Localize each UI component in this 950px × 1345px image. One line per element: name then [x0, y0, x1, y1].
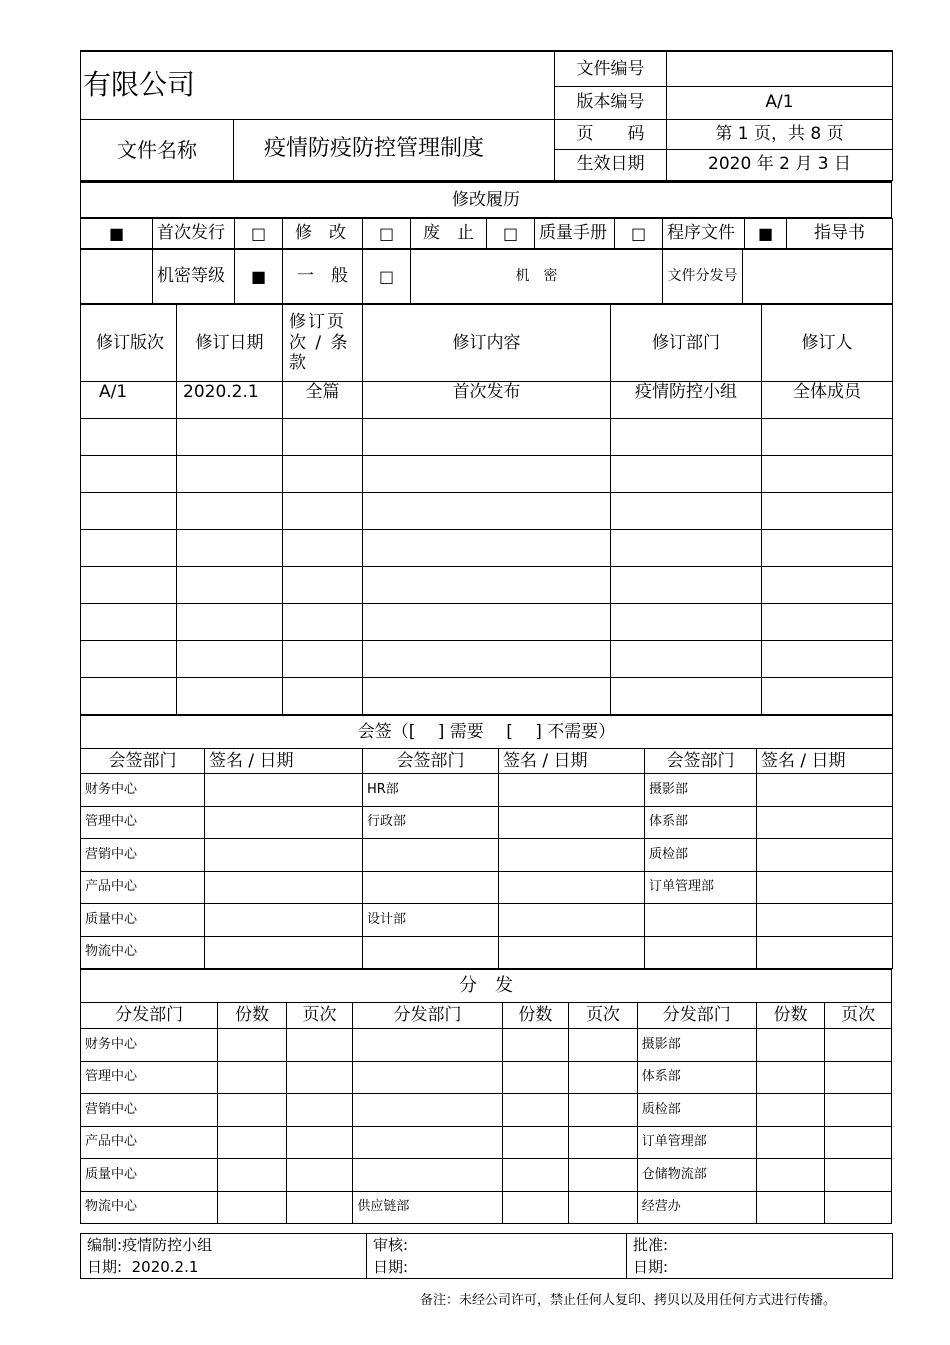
dist-dept-cell: 管理中心 [81, 1061, 218, 1094]
rev-dept-cell [611, 678, 762, 715]
rev-pages-cell [283, 678, 363, 715]
countersign-row [81, 839, 893, 872]
dist-copies-cell[interactable] [502, 1159, 569, 1192]
dist-dept-cell: 质检部 [637, 1094, 756, 1127]
countersign-header-row [81, 749, 893, 774]
cs-dept-cell: 财务中心 [81, 774, 205, 807]
distribution-row [81, 1191, 892, 1224]
rev-pages-cell [283, 641, 363, 678]
countersign-row [81, 806, 893, 839]
type-label-guide: 指导书 [787, 219, 893, 249]
type-label-first-issue: 首次发行 [153, 219, 235, 249]
history-title-table [80, 181, 892, 219]
rev-date-cell [177, 456, 283, 493]
approve-date-label: 日期: [627, 1256, 893, 1279]
dist-pages-cell[interactable] [286, 1126, 353, 1159]
cs-dept-cell: 订单管理部 [645, 871, 757, 904]
rev-version-cell [81, 678, 177, 715]
cs-sign-header: 签名 / 日期 [205, 749, 363, 774]
dist-copies-cell[interactable] [756, 1126, 825, 1159]
cs-dept-cell: 质检部 [645, 839, 757, 872]
distribution-table [80, 969, 892, 1224]
prepared-label: 编制: [87, 1236, 123, 1254]
rev-person-cell [762, 678, 893, 715]
rev-person-cell [762, 604, 893, 641]
revision-row [81, 567, 893, 604]
distribution-row [81, 1126, 892, 1159]
dist-dept-cell: 订单管理部 [637, 1126, 756, 1159]
rev-version-cell [81, 641, 177, 678]
type-label-quality-manual: 质量手册 [535, 219, 615, 249]
version-label: 版本编号 [555, 86, 667, 119]
dist-dept-header: 分发部门 [637, 1003, 756, 1029]
cs-dept-header: 会签部门 [81, 749, 205, 774]
distribution-row [81, 1061, 892, 1094]
dist-copies-cell[interactable] [218, 1029, 287, 1062]
cs-dept-cell [363, 936, 499, 969]
dist-copies-cell[interactable] [756, 1094, 825, 1127]
rev-content-cell [363, 604, 611, 641]
dist-pages-cell[interactable] [569, 1126, 638, 1159]
dist-copies-header: 份数 [502, 1003, 569, 1029]
dist-pages-cell[interactable] [569, 1061, 638, 1094]
prepared-date-label: 日期: [87, 1258, 123, 1276]
type-checkbox-first-issue[interactable]: ■ [81, 219, 153, 249]
dist-dept-cell [353, 1126, 502, 1159]
cs-dept-cell: 质量中心 [81, 904, 205, 937]
cs-sign-cell[interactable] [205, 936, 363, 969]
cs-sign-cell[interactable] [205, 806, 363, 839]
dist-pages-cell[interactable] [286, 1159, 353, 1192]
type-checkbox-abolish[interactable]: □ [363, 219, 411, 249]
secrecy-secret-checkbox[interactable]: □ [363, 250, 411, 304]
dist-dept-cell: 质量中心 [81, 1159, 218, 1192]
secrecy-secret-label: 机 密 [411, 250, 663, 304]
dist-dept-cell: 营销中心 [81, 1094, 218, 1127]
dist-pages-cell[interactable] [286, 1029, 353, 1062]
revision-row [81, 530, 893, 567]
rev-content-cell [363, 530, 611, 567]
rev-person-cell [762, 456, 893, 493]
dist-dept-cell: 物流中心 [81, 1191, 218, 1224]
rev-date-cell [177, 419, 283, 456]
cs-dept-cell: 管理中心 [81, 806, 205, 839]
cs-dept-cell: 物流中心 [81, 936, 205, 969]
review-date-label: 日期: [367, 1256, 627, 1279]
prepared-cell [81, 1234, 367, 1257]
rev-content-cell [363, 567, 611, 604]
dist-dept-cell: 体系部 [637, 1061, 756, 1094]
cs-sign-cell[interactable] [499, 936, 645, 969]
cs-sign-cell[interactable] [499, 839, 645, 872]
rev-pages-cell: 全篇 [283, 382, 363, 419]
countersign-title: 会签（[ ] 需要 [ ] 不需要） [81, 716, 893, 749]
distribution-row [81, 1029, 892, 1062]
header-table [80, 50, 893, 181]
dist-dept-cell: 仓储物流部 [637, 1159, 756, 1192]
secrecy-label: 机密等级 [153, 250, 235, 304]
rev-date-cell [177, 641, 283, 678]
cs-sign-cell[interactable] [499, 904, 645, 937]
rev-date-cell [177, 678, 283, 715]
rev-person-cell: 全体成员 [762, 382, 893, 419]
type-label-revise: 修 改 [283, 219, 363, 249]
type-checkbox-guide[interactable]: ■ [745, 219, 787, 249]
document-sheet [80, 50, 892, 1224]
cs-dept-header: 会签部门 [363, 749, 499, 774]
cs-dept-cell [645, 936, 757, 969]
signoff-table [80, 1233, 893, 1279]
cs-sign-header: 签名 / 日期 [499, 749, 645, 774]
rev-dept-cell [611, 641, 762, 678]
company-name: 有限公司 [81, 51, 555, 119]
rev-person-cell [762, 641, 893, 678]
version-value: A/1 [667, 86, 893, 119]
file-no-label: 文件编号 [555, 51, 667, 86]
cs-dept-cell: 体系部 [645, 806, 757, 839]
dist-dept-header: 分发部门 [353, 1003, 502, 1029]
cs-sign-cell[interactable] [757, 871, 893, 904]
dist-pages-cell[interactable] [825, 1126, 892, 1159]
revision-row [81, 604, 893, 641]
dist-copies-cell[interactable] [502, 1061, 569, 1094]
rev-col-date: 修订日期 [177, 305, 283, 382]
rev-version-cell [81, 530, 177, 567]
cs-sign-cell[interactable] [757, 806, 893, 839]
cs-sign-cell[interactable] [757, 936, 893, 969]
rev-col-pages: 修订页次 / 条款 [283, 305, 363, 382]
rev-version-cell [81, 493, 177, 530]
rev-version-cell [81, 604, 177, 641]
rev-content-cell [363, 493, 611, 530]
rev-date-cell [177, 530, 283, 567]
revision-table [80, 304, 893, 715]
dist-copies-header: 份数 [756, 1003, 825, 1029]
cs-dept-cell: 行政部 [363, 806, 499, 839]
type-checkbox-procedure[interactable]: □ [615, 219, 663, 249]
dist-copies-cell[interactable] [502, 1094, 569, 1127]
cs-dept-cell: HR部 [363, 774, 499, 807]
rev-dept-cell [611, 456, 762, 493]
dist-pages-cell[interactable] [569, 1094, 638, 1127]
cs-sign-cell[interactable] [757, 904, 893, 937]
signoff-block [80, 1233, 892, 1279]
dist-copies-cell[interactable] [502, 1191, 569, 1224]
countersign-row [81, 774, 893, 807]
revision-row [81, 493, 893, 530]
cs-sign-header: 签名 / 日期 [757, 749, 893, 774]
cs-dept-cell [645, 904, 757, 937]
dist-copies-cell[interactable] [502, 1126, 569, 1159]
cs-dept-cell: 摄影部 [645, 774, 757, 807]
rev-date-cell [177, 567, 283, 604]
dist-pages-cell[interactable] [569, 1029, 638, 1062]
prepared-value: 疫情防控小组 [122, 1236, 213, 1254]
file-no-value [667, 51, 893, 86]
dist-dept-cell: 产品中心 [81, 1126, 218, 1159]
cs-sign-cell[interactable] [205, 904, 363, 937]
dist-pages-cell[interactable] [569, 1159, 638, 1192]
type-checkbox-revise[interactable]: □ [235, 219, 283, 249]
revision-row [81, 456, 893, 493]
dist-pages-header: 页次 [286, 1003, 353, 1029]
rev-date-cell [177, 493, 283, 530]
page-value: 第 1 页，共 8 页 [667, 119, 893, 149]
cs-dept-cell [363, 839, 499, 872]
doc-type-table [80, 218, 893, 249]
rev-content-cell [363, 419, 611, 456]
distribution-header-row [81, 1003, 892, 1029]
dist-copies-cell[interactable] [756, 1029, 825, 1062]
prepared-date-value: 2020.2.1 [131, 1258, 199, 1276]
footer-note: 备注：未经公司许可，禁止任何人复印、拷贝以及用任何方式进行传播。 [420, 1293, 837, 1308]
cs-sign-cell[interactable] [205, 871, 363, 904]
cs-sign-cell[interactable] [499, 774, 645, 807]
revision-row [81, 641, 893, 678]
file-name-label: 文件名称 [81, 119, 234, 180]
rev-pages-cell [283, 493, 363, 530]
distribution-row [81, 1159, 892, 1192]
dist-copies-cell[interactable] [218, 1159, 287, 1192]
rev-col-dept: 修订部门 [611, 305, 762, 382]
rev-dept-cell [611, 604, 762, 641]
distribution-no-label: 文件分发号 [663, 250, 743, 304]
dist-dept-header: 分发部门 [81, 1003, 218, 1029]
cs-sign-cell[interactable] [757, 774, 893, 807]
secrecy-blank-cell [81, 250, 153, 304]
rev-version-cell: A/1 [81, 382, 177, 419]
cs-dept-cell: 设计部 [363, 904, 499, 937]
rev-person-cell [762, 493, 893, 530]
revision-row [81, 382, 893, 419]
rev-date-cell: 2020.2.1 [177, 382, 283, 419]
dist-copies-cell[interactable] [756, 1191, 825, 1224]
rev-person-cell [762, 530, 893, 567]
secrecy-general-checkbox[interactable]: ■ [235, 250, 283, 304]
dist-pages-cell[interactable] [569, 1191, 638, 1224]
prepared-date-cell [81, 1256, 367, 1279]
secrecy-table [80, 249, 893, 304]
dist-copies-cell[interactable] [502, 1029, 569, 1062]
type-checkbox-quality-manual[interactable]: □ [487, 219, 535, 249]
dist-copies-cell[interactable] [218, 1061, 287, 1094]
page-label: 页 码 [555, 119, 667, 149]
effective-date-label: 生效日期 [555, 149, 667, 180]
file-name-value: 疫情防疫防控管理制度 [234, 119, 555, 180]
dist-pages-cell[interactable] [825, 1159, 892, 1192]
dist-pages-cell[interactable] [286, 1191, 353, 1224]
effective-date-value: 2020 年 2 月 3 日 [667, 149, 893, 180]
dist-pages-cell[interactable] [286, 1061, 353, 1094]
rev-content-cell [363, 678, 611, 715]
dist-pages-cell[interactable] [825, 1061, 892, 1094]
dist-pages-cell[interactable] [825, 1029, 892, 1062]
dist-pages-cell[interactable] [825, 1094, 892, 1127]
rev-content-cell [363, 641, 611, 678]
distribution-no-value [743, 250, 893, 304]
cs-sign-cell[interactable] [205, 774, 363, 807]
cs-sign-cell[interactable] [757, 839, 893, 872]
dist-copies-cell[interactable] [756, 1061, 825, 1094]
rev-pages-cell [283, 604, 363, 641]
rev-dept-cell: 疫情防控小组 [611, 382, 762, 419]
rev-person-cell [762, 419, 893, 456]
rev-pages-cell [283, 419, 363, 456]
dist-copies-cell[interactable] [218, 1191, 287, 1224]
dist-dept-cell: 摄影部 [637, 1029, 756, 1062]
dist-dept-cell [353, 1029, 502, 1062]
dist-pages-cell[interactable] [825, 1191, 892, 1224]
revision-header-row [81, 305, 893, 382]
rev-pages-cell [283, 567, 363, 604]
rev-content-cell: 首次发布 [363, 382, 611, 419]
distribution-title: 分 发 [81, 970, 892, 1003]
dist-copies-cell[interactable] [218, 1094, 287, 1127]
dist-dept-cell: 供应链部 [353, 1191, 502, 1224]
dist-copies-cell[interactable] [218, 1126, 287, 1159]
secrecy-general-label: 一 般 [283, 250, 363, 304]
revision-row [81, 678, 893, 715]
rev-version-cell [81, 456, 177, 493]
countersign-row [81, 936, 893, 969]
dist-dept-cell [353, 1094, 502, 1127]
dist-pages-header: 页次 [569, 1003, 638, 1029]
rev-dept-cell [611, 530, 762, 567]
cs-dept-header: 会签部门 [645, 749, 757, 774]
dist-dept-cell [353, 1159, 502, 1192]
rev-col-version: 修订版次 [81, 305, 177, 382]
rev-col-content: 修订内容 [363, 305, 611, 382]
countersign-table [80, 715, 893, 969]
distribution-row [81, 1094, 892, 1127]
rev-person-cell [762, 567, 893, 604]
revision-row [81, 419, 893, 456]
cs-sign-cell[interactable] [205, 839, 363, 872]
dist-dept-cell: 经营办 [637, 1191, 756, 1224]
rev-version-cell [81, 419, 177, 456]
review-label: 审核: [367, 1234, 627, 1257]
rev-dept-cell [611, 567, 762, 604]
dist-copies-cell[interactable] [756, 1159, 825, 1192]
rev-content-cell [363, 456, 611, 493]
dist-pages-cell[interactable] [286, 1094, 353, 1127]
cs-dept-cell: 产品中心 [81, 871, 205, 904]
dist-copies-header: 份数 [218, 1003, 287, 1029]
rev-pages-cell [283, 456, 363, 493]
rev-dept-cell [611, 493, 762, 530]
cs-dept-cell: 营销中心 [81, 839, 205, 872]
history-title: 修改履历 [81, 182, 892, 218]
rev-pages-cell [283, 530, 363, 567]
dist-pages-header: 页次 [825, 1003, 892, 1029]
countersign-row [81, 904, 893, 937]
cs-dept-cell [363, 871, 499, 904]
type-label-procedure: 程序文件 [663, 219, 745, 249]
approve-label: 批准: [627, 1234, 893, 1257]
rev-version-cell [81, 567, 177, 604]
countersign-row [81, 871, 893, 904]
dist-dept-cell: 财务中心 [81, 1029, 218, 1062]
rev-col-person: 修订人 [762, 305, 893, 382]
rev-date-cell [177, 604, 283, 641]
cs-sign-cell[interactable] [499, 871, 645, 904]
cs-sign-cell[interactable] [499, 806, 645, 839]
rev-dept-cell [611, 419, 762, 456]
type-label-abolish: 废 止 [411, 219, 487, 249]
dist-dept-cell [353, 1061, 502, 1094]
